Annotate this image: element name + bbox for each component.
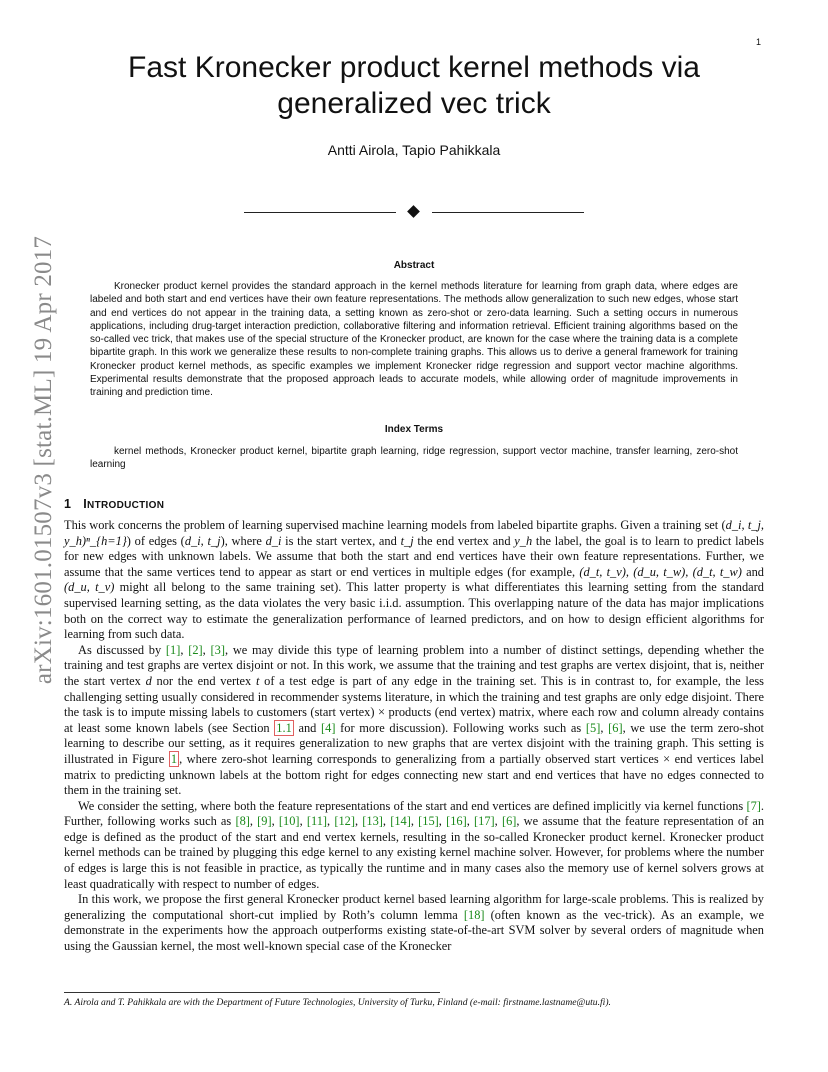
paper-title (64, 50, 764, 122)
citation-link[interactable]: [7] (746, 798, 761, 813)
author-list: Antti Airola, Tapio Pahikkala (327, 142, 501, 158)
math-label: y_h (514, 533, 533, 548)
citation-link[interactable]: [6] (608, 720, 623, 735)
body-text (64, 518, 764, 955)
math-d: d (145, 673, 152, 688)
section-number: 1 (64, 497, 72, 511)
math-example-edges: (d_t, t_v), (d_u, t_w), (d_t, t_w) (579, 564, 742, 579)
paragraph-3: We consider the setting, where both the feature representations of the start and end vertices are defined implicitly via kernel functions [7]. Further, following works such as [8], [9], [10], [11], [12], [13], [14], [15], [16], [17], [6], we assume that the feature representation of an edge is defined as the product of the start and end vertex kernels, resulting in the so-called Kronecker product kernel. Kronecker product kernel methods can be trained by plugging this edge kernel to any existing kernel machine solver. However, for problems where the number of edges is large this is not feasible in practice, as typically the runtime and in many cases also the memory use of kernel solvers grows at least quadratically with respect to number of edges. (64, 798, 765, 891)
math-edge: d_i, t_j (184, 533, 221, 548)
section-title-rest: NTRODUCTION (87, 500, 165, 511)
section-link[interactable]: 1.1 (276, 720, 292, 735)
abstract-text: Kronecker product kernel provides the standard approach in the kernel methods literature for learning from graph data, where edges are labeled and both start and end vertices have their own feature representations. The methods allow generalization to such new edges, whose start and end vertices do not appear in the training data, a setting known as zero-shot or zero-data learning. Such a setting occurs in numerous applications, including drug-target interaction prediction, collaborative filtering and information retrieval. Efficient training algorithms based on the so-called vec trick, that makes use of the special structure of the Kronecker product, are known for the case where the training data is a complete bipartite graph. In this work we generalize these results to non-complete training graphs. This allows us to derive a general framework for training Kronecker product kernel methods, as specific examples we implement Kronecker ridge regression and support vector machine algorithms. Experimental results demonstrate that the proposed approach leads to accurate models, while allowing order of magnitude improvements in training and prediction time. (90, 281, 738, 399)
citation-link[interactable]: [11] (306, 814, 328, 829)
citation-link[interactable]: [16] (446, 814, 467, 829)
citation-link[interactable]: [17] (474, 814, 495, 829)
citation-link[interactable]: [2] (188, 642, 203, 657)
citation-link[interactable]: [4] (321, 720, 336, 735)
citation-link[interactable]: [6] (501, 814, 517, 829)
figure-link[interactable]: 1 (170, 751, 178, 766)
section-heading (64, 497, 164, 511)
divider-line-right (432, 212, 584, 213)
diamond-ornament-icon (407, 205, 420, 218)
math-training-set: d_i, t_j, y_h)ⁿ_{h=1} (64, 518, 764, 548)
citation-link[interactable]: [8] (235, 814, 250, 829)
citation-link[interactable]: [13] (362, 814, 383, 829)
page-number: 1 (756, 37, 762, 47)
citation-link[interactable]: [18] (463, 907, 485, 922)
citation-link[interactable]: [1] (165, 642, 181, 657)
section-title-initial: I (83, 497, 88, 511)
citation-link[interactable]: [10] (278, 814, 300, 829)
divider-line-left (244, 212, 396, 213)
index-terms-heading: Index Terms (384, 424, 444, 435)
citation-link[interactable]: [15] (418, 814, 439, 829)
math-end-vertex: t_j (400, 533, 414, 548)
footnote-rule (64, 992, 440, 993)
citation-link[interactable]: [14] (390, 814, 411, 829)
index-terms-text: kernel methods, Kronecker product kernel, bipartite graph learning, ridge regression, support vector machine, transfer learning, zero-shot learning (90, 446, 738, 471)
paragraph-4: In this work, we propose the first general Kronecker product kernel based learning algorithm for large-scale problems. This is realized by generalizing the computational short-cut implied by Roth’s column lemma [18] (often known as the vec-trick). As an example, we demonstrate in the experiments how the approach outperforms existing state-of-the-art SVM solver by several orders of magnitude when using the Gaussian kernel, the most well-known special case of the Kronecker (64, 892, 764, 954)
citation-link[interactable]: [3] (210, 642, 225, 657)
citation-link[interactable]: [9] (257, 814, 272, 829)
math-t: t (255, 673, 260, 688)
citation-link[interactable]: [5] (585, 720, 601, 735)
title-divider (244, 204, 584, 220)
abstract-heading: Abstract (393, 260, 435, 271)
arxiv-side-stamp: arXiv:1601.01507v3 [stat.ML] 19 Apr 2017 (30, 235, 57, 685)
title-line-1: Fast Kronecker product kernel methods via (128, 51, 700, 84)
math-start-vertex: d_i (265, 533, 282, 548)
paragraph-1: This work concerns the problem of learning supervised machine learning models from labeled bipartite graphs. Given a training set (d_i, t_j, y_h)ⁿ_{h=1}) of edges (d_i, t_j), where d_i is the start vertex, and t_j the end vertex and y_h the label, the goal is to learn to predict labels for new edges with unknown labels. We assume that both the start and end vertices have their own feature representations. Further, we assume that the same vertices tend to appear as start or end vertices in multiple edges (for example, (d_t, t_v), (d_u, t_w), (d_t, t_w) and (d_u, t_v) might all belong to the same training set). This latter property is what differentiates this learning setting from the standard supervised learning setting, as the data violates the very basic i.i.d. assumption. This overlapping nature of the data has major implications both on the correct way to estimate the generalization performance of learned predictors, and on how to design efficient algorithms for learning from such data. (64, 518, 764, 642)
citation-link[interactable]: [12] (334, 814, 355, 829)
title-line-2: generalized vec trick (277, 87, 551, 120)
footnote: A. Airola and T. Pahikkala are with the Department of Future Technologies, University of Turku, Finland (e-mail: firstname.lastname@utu.fi). (64, 997, 611, 1008)
math-example-edge: (d_u, t_v) (64, 580, 115, 595)
paragraph-2: As discussed by [1], [2], [3], we may divide this type of learning problem into a number of distinct settings, depending whether the training and test graphs are vertex disjoint or not. In this work, we assume that the training and test graphs are vertex disjoint, that is, neither the start vertex d nor the end vertex t of a test edge is part of any edge in the training set. This is in contrast to, for example, the less challenging setting usually considered in recommender systems literature, in which the training and test graphs are only edge disjoint. There the task is to impute missing labels to customers (start vertex) × products (end vertex) matrix, where each row and column already contains at least some known labels (see Section 1.1 and [4] for more discussion). Following works such as [5], [6], we use the term zero-shot learning to describe our setting, as it requires generalization to new graphs that are vertex disjoint with the training graph. This setting is illustrated in Figure 1 , where zero-shot learning corresponds to generalizing from a partially observed start vertices × end vertices label matrix to predicting unknown labels at the bottom right for edges connecting new start and end vertices that have no edges connected to them in the training set. (64, 642, 765, 798)
